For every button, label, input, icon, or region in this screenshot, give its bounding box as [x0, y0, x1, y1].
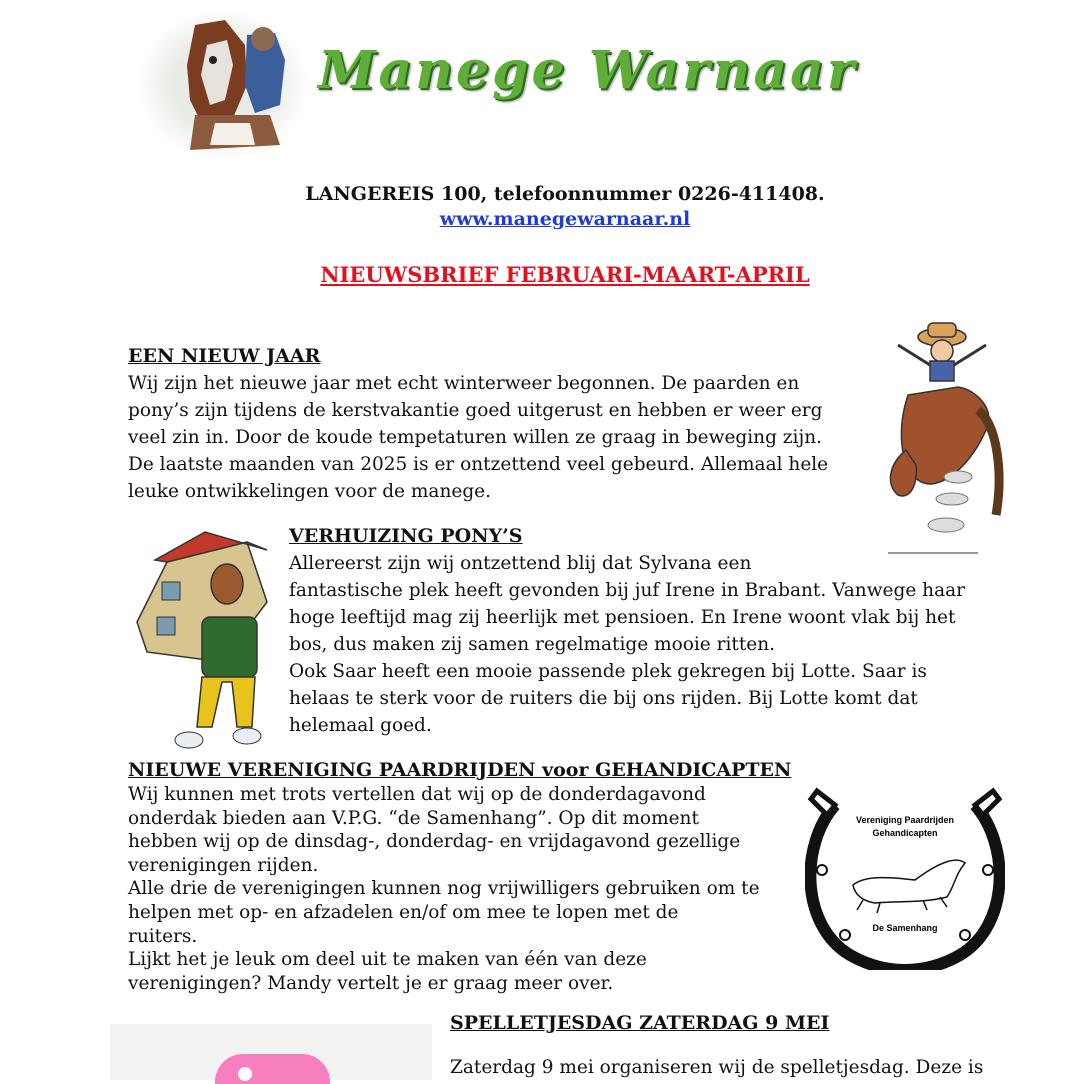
text-line: Wij zijn het nieuwe jaar met echt winterweer begonnen. De paarden en — [128, 373, 800, 394]
address-line: LANGEREIS 100, telefoonnummer 0226-411408. — [305, 183, 825, 205]
text-line: bos, dus maken zij samen regelmatige mooie ritten. — [289, 634, 776, 655]
website-link[interactable]: www.manegewarnaar.nl — [439, 208, 691, 230]
bucking-horse-illustration — [878, 315, 1013, 565]
text-line: fantastische plek heeft gevonden bij juf Irene in Brabant. Vanwege haar — [289, 580, 965, 601]
logo-title: Manege Warnaar — [318, 40, 858, 101]
text-line: onderdak bieden aan V.P.G. “de Samenhang”. Op dit moment — [128, 807, 699, 829]
text-line: Lijkt het je leuk om deel uit te maken van één van deze — [128, 949, 647, 971]
section-heading: NIEUWE VERENIGING PAARDRIJDEN voor GEHANDICAPTEN — [128, 759, 792, 781]
section-body — [289, 550, 965, 739]
horse-carrying-house-illustration — [127, 522, 277, 757]
section-heading: EEN NIEUW JAAR — [128, 345, 321, 367]
text-line: helaas te sterk voor de ruiters die bij ons rijden. Bij Lotte komt dat — [289, 688, 918, 709]
text-line: Ook Saar heeft een mooie passende plek gekregen bij Lotte. Saar is — [289, 661, 927, 682]
text-line: hoge leeftijd mag zij heerlijk met pensioen. En Irene woont vlak bij het — [289, 607, 956, 628]
logo-text-middle: Gehandicapten — [872, 828, 938, 838]
text-line: helemaal goed. — [289, 715, 432, 736]
text-line: pony’s zijn tijdens de kerstvakantie goed uitgerust en hebben er weer erg — [128, 400, 823, 421]
text-line: Allereerst zijn wij ontzettend blij dat Sylvana een — [289, 553, 752, 574]
text-line: Alle drie de verenigingen kunnen nog vrijwilligers gebruiken om te — [128, 878, 760, 900]
games-day-image-panel — [110, 1024, 432, 1080]
logo-text-bottom: De Samenhang — [872, 923, 938, 933]
text-line: Zaterdag 9 mei organiseren wij de spelletjesdag. Deze is — [450, 1057, 984, 1078]
text-line: hebben wij op de dinsdag-, donderdag- en vrijdagavond gezellige — [128, 831, 741, 853]
logo-horse-image — [135, 5, 310, 163]
section-body — [128, 370, 828, 505]
section-body — [128, 783, 760, 995]
section-heading: VERHUIZING PONY’S — [289, 525, 523, 547]
text-line: Wij kunnen met trots vertellen dat wij op de donderdagavond — [128, 784, 706, 805]
text-line: De laatste maanden van 2025 is er ontzettend veel gebeurd. Allemaal hele — [128, 454, 829, 475]
text-line: helpen met op- en afzadelen en/of om mee te lopen met de — [128, 901, 679, 923]
section-heading: SPELLETJESDAG ZATERDAG 9 MEI — [450, 1012, 830, 1034]
text-line: ruiters. — [128, 925, 198, 947]
text-line: veel zin in. Door de koude tempetaturen willen ze graag in beweging zijn. — [128, 427, 823, 448]
newsletter-title: NIEUWSBRIEF FEBRUARI-MAART-APRIL — [320, 262, 810, 287]
vpg-horseshoe-logo — [805, 785, 1005, 970]
text-line: leuke ontwikkelingen voor de manege. — [128, 481, 491, 502]
section-body — [450, 1054, 983, 1081]
logo-text-top: Vereniging Paardrijden — [855, 815, 955, 825]
text-line: verenigingen? Mandy vertelt je er graag meer over. — [128, 972, 614, 994]
text-line: verenigingen rijden. — [128, 854, 319, 876]
